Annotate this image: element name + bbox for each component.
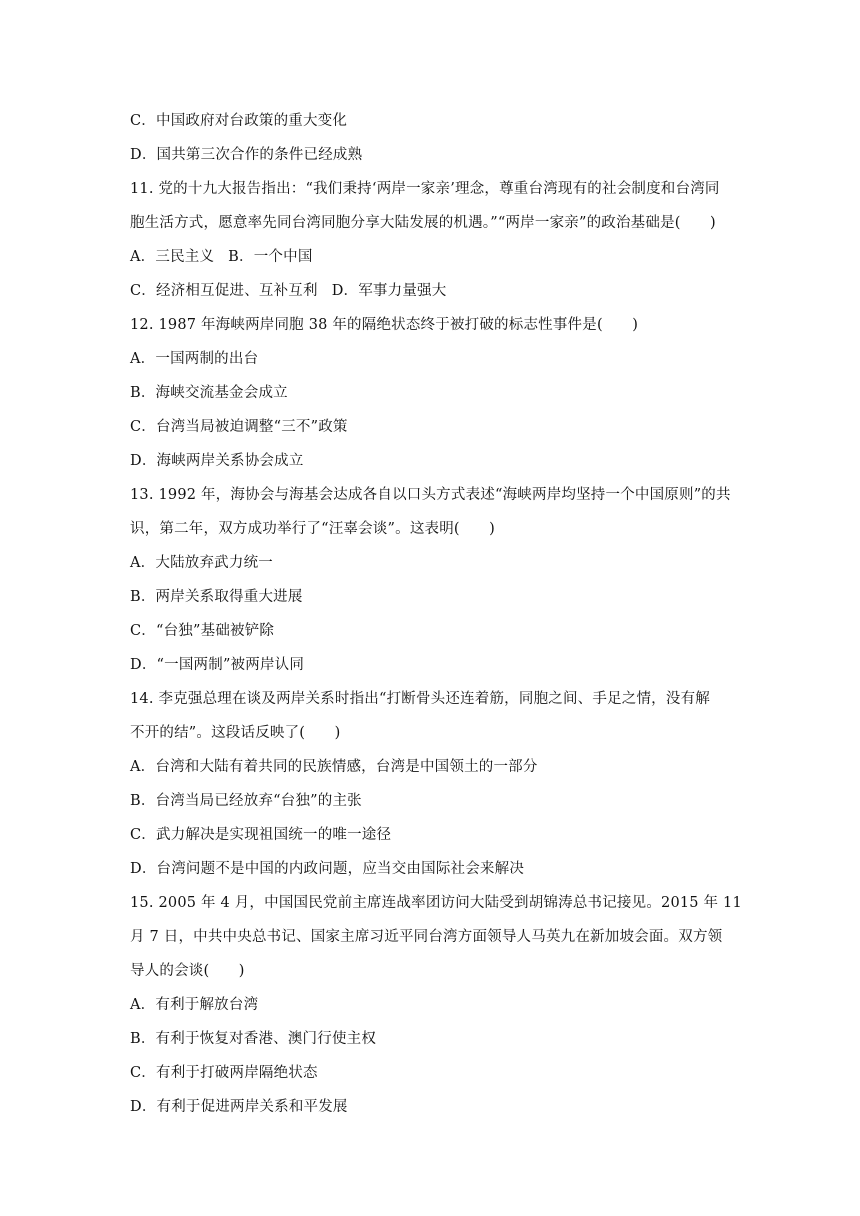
option-d: D．军事力量强大 (331, 283, 447, 299)
option-b: B．两岸关系取得重大进展 (130, 589, 303, 605)
question-13 (130, 478, 734, 682)
option-row (130, 274, 734, 308)
option-a: A．三民主义 (130, 249, 215, 265)
option-c: C．台湾当局被迫调整“三不”政策 (130, 419, 348, 435)
question-stem: 月 7 日，中共中央总书记、国家主席习近平同台湾方面领导人马英九在新加坡会面。双方领 (130, 929, 723, 945)
option-d: D．有利于促进两岸关系和平发展 (130, 1099, 348, 1115)
option-a: A．大陆放弃武力统一 (130, 555, 273, 571)
option-c: C．中国政府对台政策的重大变化 (130, 113, 348, 129)
question-stem: 识，第二年，双方成功举行了“汪辜会谈”。这表明( ) (130, 521, 496, 537)
option-b: B．有利于恢复对香港、澳门行使主权 (130, 1031, 377, 1047)
option-b: B．海峡交流基金会成立 (130, 385, 288, 401)
question-11 (130, 172, 734, 308)
option-a: A．台湾和大陆有着共同的民族情感，台湾是中国领土的一部分 (130, 759, 538, 775)
option-a: A．一国两制的出台 (130, 351, 259, 367)
question-stem: 12. 1987 年海峡两岸同胞 38 年的隔绝状态终于被打破的标志性事件是( ) (130, 317, 639, 333)
option-b: B．一个中国 (228, 249, 313, 265)
question-14 (130, 682, 734, 886)
option-a: A．有利于解放台湾 (130, 997, 259, 1013)
question-stem: 11. 党的十九大报告指出：“我们秉持‘两岸一家亲’理念，尊重台湾现有的社会制度和台湾同 (130, 181, 720, 197)
option-c: C．有利于打破两岸隔绝状态 (130, 1065, 318, 1081)
option-c: C．“台独”基础被铲除 (130, 623, 275, 639)
question-stem: 不开的结”。这段话反映了( ) (130, 725, 341, 741)
question-stem: 13. 1992 年，海协会与海基会达成各自以口头方式表述“海峡两岸均坚持一个中国原则”的共 (130, 487, 731, 503)
question-15 (130, 886, 742, 1124)
question-stem: 胞生活方式，愿意率先同台湾同胞分享大陆发展的机遇。”“两岸一家亲”的政治基础是( ) (130, 215, 716, 231)
question-stem: 导人的会谈( ) (130, 963, 245, 979)
option-c: C．武力解决是实现祖国统一的唯一途径 (130, 827, 392, 843)
option-c: C．经济相互促进、互补互利 (130, 283, 318, 299)
option-d: D．“一国两制”被两岸认同 (130, 657, 305, 673)
option-b: B．台湾当局已经放弃“台独”的主张 (130, 793, 362, 809)
question-12 (130, 308, 734, 478)
question-10 (130, 104, 734, 172)
option-d: D．国共第三次合作的条件已经成熟 (130, 147, 363, 163)
question-stem: 14. 李克强总理在谈及两岸关系时指出“打断骨头还连着筋，同胞之间、手足之情，没有解 (130, 691, 710, 707)
option-row (130, 240, 734, 274)
option-d: D．海峡两岸关系协会成立 (130, 453, 304, 469)
option-d: D．台湾问题不是中国的内政问题，应当交由国际社会来解决 (130, 861, 525, 877)
question-stem: 15. 2005 年 4 月，中国国民党前主席连战率团访问大陆受到胡锦涛总书记接见。2015 年 11 (130, 895, 742, 911)
document-page (130, 104, 742, 1124)
